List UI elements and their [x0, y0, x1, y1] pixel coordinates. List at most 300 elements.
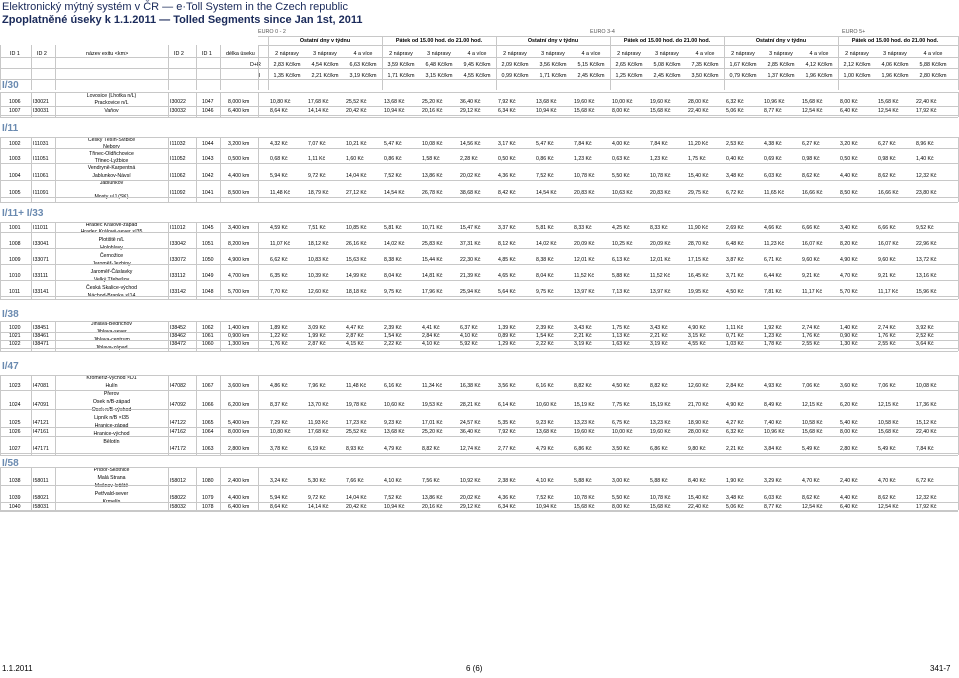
axle-header: 4 a více	[923, 51, 943, 57]
grid-line	[724, 36, 725, 90]
toll-value: 0,98 Kč	[802, 156, 820, 162]
toll-value: 11,17 Kč	[878, 289, 899, 295]
toll-value: 10,21 Kč	[346, 141, 367, 147]
toll-value: 15,68 Kč	[878, 99, 899, 105]
grid-line	[0, 409, 958, 410]
rate-i: 3,15 Kč/km	[425, 73, 453, 79]
day-group-label: Ostatní dny v týdnu	[299, 38, 351, 44]
segment-id2-back: I33072	[170, 257, 186, 263]
segment-id2: I58021	[33, 495, 49, 501]
grid-line	[0, 92, 1, 117]
toll-value: 8,38 Kč	[536, 257, 554, 263]
rate-i: 4,55 Kč/km	[463, 73, 491, 79]
toll-value: 8,00 Kč	[612, 504, 630, 510]
euro-class-label: EURO 3-4	[590, 29, 615, 35]
grid-line	[0, 68, 958, 69]
toll-value: 11,48 Kč	[270, 190, 291, 196]
axle-header: 3 nápravy	[769, 51, 793, 57]
toll-value: 7,52 Kč	[536, 173, 554, 179]
axle-header: 3 nápravy	[541, 51, 565, 57]
toll-value: 13,72 Kč	[916, 257, 937, 263]
exit-name: Osek n/B-východ	[91, 407, 132, 413]
toll-value: 2,84 Kč	[422, 333, 440, 339]
toll-value: 1,30 Kč	[840, 341, 858, 347]
toll-value: 20,16 Kč	[422, 108, 443, 114]
toll-value: 15,40 Kč	[688, 495, 709, 501]
toll-value: 10,25 Kč	[612, 241, 633, 247]
grid-line	[0, 375, 1, 455]
grid-line	[31, 375, 32, 455]
toll-value: 16,66 Kč	[878, 190, 899, 196]
grid-line	[0, 467, 958, 468]
segment-length: 5,700 km	[228, 289, 250, 295]
segment-id2-back: I33142	[170, 289, 186, 295]
toll-value: 9,23 Kč	[536, 420, 554, 426]
grid-line	[0, 222, 958, 223]
toll-value: 4,40 Kč	[840, 495, 858, 501]
toll-value: 9,72 Kč	[308, 173, 326, 179]
toll-value: 4,36 Kč	[498, 495, 516, 501]
toll-value: 1,76 Kč	[802, 333, 820, 339]
toll-value: 19,60 Kč	[650, 99, 671, 105]
segment-id2-back: I47082	[170, 383, 186, 389]
rate-dr: 2,83 Kč/km	[273, 62, 301, 68]
segment-id2-back: I38462	[170, 333, 186, 339]
segment-id1: 1039	[9, 495, 21, 501]
toll-value: 15,96 Kč	[916, 289, 937, 295]
grid-line	[0, 106, 958, 107]
toll-value: 15,19 Kč	[574, 402, 595, 408]
toll-value: 9,72 Kč	[308, 495, 326, 501]
toll-value: 1,23 Kč	[574, 156, 592, 162]
toll-value: 20,16 Kč	[422, 504, 443, 510]
toll-value: 10,58 Kč	[878, 420, 899, 426]
toll-value: 4,36 Kč	[498, 173, 516, 179]
toll-value: 3,19 Kč	[650, 341, 668, 347]
toll-value: 8,40 Kč	[688, 478, 706, 484]
grid-line	[0, 148, 958, 149]
toll-value: 10,94 Kč	[384, 504, 405, 510]
toll-value: 10,78 Kč	[650, 495, 671, 501]
rate-dr: 2,85 Kč/km	[767, 62, 795, 68]
rate-dr: 7,35 Kč/km	[691, 62, 719, 68]
toll-value: 11,23 Kč	[764, 241, 785, 247]
toll-value: 36,40 Kč	[460, 99, 481, 105]
toll-value: 1,11 Kč	[308, 156, 326, 162]
grid-line	[168, 467, 169, 510]
grid-line	[258, 92, 259, 117]
toll-value: 4,47 Kč	[346, 325, 364, 331]
toll-value: 6,14 Kč	[498, 402, 516, 408]
toll-value: 4,70 Kč	[840, 273, 858, 279]
toll-value: 1,54 Kč	[384, 333, 402, 339]
day-group-label: Pátek od 15.00 hod. do 21.00 hod.	[623, 38, 711, 44]
axle-header: 3 nápravy	[883, 51, 907, 57]
toll-value: 0,90 Kč	[840, 333, 858, 339]
toll-value: 22,40 Kč	[688, 504, 709, 510]
toll-value: 11,17 Kč	[802, 289, 823, 295]
toll-value: 2,53 Kč	[726, 141, 744, 147]
rate-i: 1,96 Kč/km	[805, 73, 833, 79]
toll-value: 4,93 Kč	[764, 383, 782, 389]
toll-value: 1,23 Kč	[650, 156, 668, 162]
toll-value: 4,15 Kč	[346, 341, 364, 347]
toll-value: 6,34 Kč	[498, 108, 516, 114]
segment-id1-back: 1043	[202, 156, 214, 162]
toll-value: 12,15 Kč	[878, 402, 899, 408]
grid-line	[0, 202, 958, 203]
col-header-id1: ID 1	[10, 51, 20, 57]
grid-line	[55, 222, 56, 299]
toll-value: 8,04 Kč	[384, 273, 402, 279]
toll-value: 6,03 Kč	[764, 173, 782, 179]
toll-value: 8,93 Kč	[346, 446, 364, 452]
toll-value: 8,82 Kč	[650, 383, 668, 389]
segment-id2-back: I58032	[170, 504, 186, 510]
toll-value: 15,68 Kč	[650, 108, 671, 114]
rate-dr: 4,06 Kč/km	[881, 62, 909, 68]
toll-value: 12,74 Kč	[460, 446, 481, 452]
toll-value: 5,06 Kč	[726, 504, 744, 510]
toll-value: 4,50 Kč	[726, 289, 744, 295]
segment-id1: 1010	[9, 273, 21, 279]
segment-id1: 1003	[9, 156, 21, 162]
grid-line	[258, 321, 259, 351]
segment-id2: I11091	[33, 190, 49, 196]
toll-value: 11,90 Kč	[688, 225, 709, 231]
toll-value: 18,79 Kč	[308, 190, 329, 196]
segment-id1-back: 1041	[202, 190, 214, 196]
toll-value: 8,82 Kč	[422, 446, 440, 452]
day-group-label: Ostatní dny v týdnu	[527, 38, 579, 44]
segment-length: 4,400 km	[228, 495, 250, 501]
toll-value: 0,50 Kč	[840, 156, 858, 162]
toll-value: 6,32 Kč	[726, 99, 744, 105]
toll-value: 2,22 Kč	[536, 341, 554, 347]
toll-value: 2,87 Kč	[308, 341, 326, 347]
grid-line	[268, 36, 269, 90]
toll-value: 10,08 Kč	[422, 141, 443, 147]
grid-line	[0, 197, 958, 198]
toll-value: 10,58 Kč	[802, 420, 823, 426]
grid-line	[31, 467, 32, 510]
toll-value: 27,12 Kč	[346, 190, 367, 196]
segment-id1-back: 1045	[202, 225, 214, 231]
grid-line	[196, 375, 197, 455]
segment-id1: 1022	[9, 341, 21, 347]
segment-length: 8,000 km	[228, 429, 250, 435]
axle-header: 2 nápravy	[389, 51, 413, 57]
toll-value: 3,00 Kč	[612, 478, 630, 484]
toll-value: 25,83 Kč	[422, 241, 443, 247]
toll-value: 1,22 Kč	[270, 333, 288, 339]
segment-length: 2,400 km	[228, 478, 250, 484]
segment-length: 4,400 km	[228, 173, 250, 179]
toll-value: 2,84 Kč	[726, 383, 744, 389]
toll-value: 6,48 Kč	[726, 241, 744, 247]
toll-value: 5,35 Kč	[498, 420, 516, 426]
segment-id1-back: 1064	[202, 429, 214, 435]
toll-value: 13,23 Kč	[574, 420, 595, 426]
grid-line	[838, 36, 839, 90]
toll-value: 5,50 Kč	[612, 173, 630, 179]
toll-value: 4,10 Kč	[536, 478, 554, 484]
toll-value: 10,08 Kč	[916, 383, 937, 389]
segment-id1: 1023	[9, 383, 21, 389]
grid-line	[168, 375, 169, 455]
exit-name: Mošnov-letiště	[94, 483, 129, 489]
toll-value: 20,42 Kč	[346, 108, 367, 114]
toll-value: 4,90 Kč	[726, 402, 744, 408]
grid-line	[31, 137, 32, 202]
toll-value: 17,68 Kč	[308, 99, 329, 105]
toll-value: 14,14 Kč	[308, 504, 329, 510]
toll-value: 7,13 Kč	[612, 289, 630, 295]
segment-id2-back: I47122	[170, 420, 186, 426]
toll-value: 15,68 Kč	[650, 504, 671, 510]
exit-name: Jihlava-sever	[96, 329, 127, 335]
exit-name: Jaroměř-Čáslavky	[90, 269, 133, 275]
toll-value: 0,63 Kč	[612, 156, 630, 162]
exit-name: Vaňov	[104, 108, 119, 114]
toll-value: 14,02 Kč	[384, 241, 405, 247]
exit-name: Třinec-Oldřichovice	[89, 151, 134, 157]
toll-value: 14,54 Kč	[384, 190, 405, 196]
rate-i: 3,50 Kč/km	[691, 73, 719, 79]
segment-id2: I11061	[33, 173, 49, 179]
grid-line	[0, 248, 958, 249]
segment-id2: I30031	[33, 108, 49, 114]
toll-value: 14,54 Kč	[536, 190, 557, 196]
segment-id1: 1020	[9, 325, 21, 331]
segment-id2: I38461	[33, 333, 49, 339]
rate-dr: 2,65 Kč/km	[615, 62, 643, 68]
grid-line	[168, 222, 169, 299]
segment-id1-back: 1044	[202, 141, 214, 147]
grid-line	[0, 137, 1, 202]
toll-value: 5,94 Kč	[270, 495, 288, 501]
toll-value: 6,27 Kč	[878, 141, 896, 147]
exit-name: Mosty u/J (SK)	[94, 194, 129, 200]
toll-value: 10,80 Kč	[270, 99, 291, 105]
segment-id2: I47171	[33, 446, 49, 452]
grid-line	[0, 455, 958, 456]
grid-line	[0, 375, 958, 376]
toll-value: 4,70 Kč	[878, 478, 896, 484]
grid-line	[55, 137, 56, 202]
toll-value: 8,64 Kč	[270, 108, 288, 114]
segment-id2: I11051	[33, 156, 49, 162]
col-header-id2b: ID 2	[174, 51, 184, 57]
rate-dr: 6,48 Kč/km	[425, 62, 453, 68]
toll-value: 1,40 Kč	[916, 156, 934, 162]
toll-value: 1,60 Kč	[346, 156, 364, 162]
toll-value: 15,68 Kč	[802, 429, 823, 435]
segment-id1-back: 1050	[202, 257, 214, 263]
grid-line	[55, 321, 56, 351]
segment-length: 1,300 km	[228, 341, 250, 347]
toll-value: 1,29 Kč	[498, 341, 516, 347]
toll-value: 3,78 Kč	[270, 446, 288, 452]
grid-line	[168, 92, 169, 117]
toll-value: 10,94 Kč	[536, 108, 557, 114]
rate-i: 2,80 Kč/km	[919, 73, 947, 79]
toll-value: 0,89 Kč	[498, 333, 516, 339]
grid-line	[0, 321, 958, 322]
toll-value: 6,34 Kč	[498, 504, 516, 510]
grid-line	[196, 467, 197, 510]
toll-value: 8,96 Kč	[916, 141, 934, 147]
segment-id2-back: I11052	[170, 156, 186, 162]
toll-value: 24,57 Kč	[460, 420, 481, 426]
toll-value: 19,60 Kč	[650, 429, 671, 435]
toll-value: 3,50 Kč	[612, 446, 630, 452]
section-label: I/11+ I/33	[2, 208, 44, 219]
grid-line	[258, 45, 259, 90]
toll-value: 3,48 Kč	[726, 173, 744, 179]
toll-value: 11,20 Kč	[688, 141, 709, 147]
toll-value: 20,02 Kč	[460, 495, 481, 501]
rate-i: 1,00 Kč/km	[843, 73, 871, 79]
toll-value: 20,83 Kč	[650, 190, 671, 196]
toll-value: 2,21 Kč	[650, 333, 668, 339]
toll-value: 15,68 Kč	[574, 504, 595, 510]
toll-value: 6,37 Kč	[460, 325, 478, 331]
rate-dr: 5,15 Kč/km	[577, 62, 605, 68]
axle-header: 3 nápravy	[655, 51, 679, 57]
toll-value: 8,62 Kč	[802, 173, 820, 179]
toll-value: 22,40 Kč	[916, 99, 937, 105]
segment-id1-back: 1062	[202, 325, 214, 331]
segment-id1: 1011	[9, 289, 21, 295]
toll-value: 21,70 Kč	[688, 402, 709, 408]
toll-value: 6,03 Kč	[764, 495, 782, 501]
grid-line	[0, 92, 958, 93]
grid-line	[168, 45, 169, 90]
section-label: I/47	[2, 361, 19, 372]
toll-value: 13,68 Kč	[536, 99, 557, 105]
toll-value: 10,00 Kč	[612, 99, 633, 105]
toll-value: 1,78 Kč	[764, 341, 782, 347]
toll-value: 5,88 Kč	[650, 478, 668, 484]
toll-value: 8,20 Kč	[840, 241, 858, 247]
toll-value: 6,62 Kč	[270, 257, 288, 263]
toll-value: 2,80 Kč	[840, 446, 858, 452]
toll-value: 17,92 Kč	[916, 504, 937, 510]
rate-i: 1,35 Kč/km	[273, 73, 301, 79]
grid-line	[0, 296, 958, 297]
segment-length: 8,200 km	[228, 241, 250, 247]
toll-value: 13,23 Kč	[650, 420, 671, 426]
toll-value: 3,56 Kč	[498, 383, 516, 389]
segment-id1: 1005	[9, 190, 21, 196]
toll-value: 7,52 Kč	[384, 173, 402, 179]
segment-id1-back: 1066	[202, 402, 214, 408]
segment-length: 6,400 km	[228, 504, 250, 510]
toll-value: 19,78 Kč	[346, 402, 367, 408]
exit-name: Ceský Těšín-Svibice	[87, 137, 136, 143]
segment-id2: I30021	[33, 99, 49, 105]
toll-value: 3,84 Kč	[764, 446, 782, 452]
toll-value: 16,07 Kč	[802, 241, 823, 247]
exit-name: Příbor-Skotnice	[93, 467, 130, 473]
toll-value: 9,60 Kč	[878, 257, 896, 263]
grid-line	[0, 222, 1, 299]
toll-value: 7,84 Kč	[574, 141, 592, 147]
toll-value: 9,75 Kč	[536, 289, 554, 295]
toll-value: 4,25 Kč	[612, 225, 630, 231]
toll-value: 7,56 Kč	[422, 478, 440, 484]
col-header-id2: ID 2	[37, 51, 47, 57]
grid-line	[196, 137, 197, 202]
rate-dr: 5,88 Kč/km	[919, 62, 947, 68]
toll-value: 16,07 Kč	[878, 241, 899, 247]
toll-value: 5,30 Kč	[308, 478, 326, 484]
toll-value: 1,58 Kč	[422, 156, 440, 162]
toll-value: 11,48 Kč	[346, 383, 367, 389]
segment-length: 5,400 km	[228, 420, 250, 426]
footer-code: 341-7	[930, 664, 951, 673]
footer-date: 1.1.2011	[2, 664, 33, 673]
toll-value: 15,68 Kč	[878, 429, 899, 435]
toll-value: 22,40 Kč	[916, 429, 937, 435]
grid-line	[196, 222, 197, 299]
toll-value: 1,92 Kč	[764, 325, 782, 331]
toll-value: 2,55 Kč	[878, 341, 896, 347]
segment-id1-back: 1078	[202, 504, 214, 510]
grid-line	[0, 137, 958, 138]
toll-value: 28,00 Kč	[688, 429, 709, 435]
exit-name: Třinec-Lyžbice	[94, 158, 129, 164]
rate-dr: 6,63 Kč/km	[349, 62, 377, 68]
grid-line	[0, 390, 958, 391]
toll-value: 7,06 Kč	[878, 383, 896, 389]
rate-label-dr: D+R	[250, 62, 261, 68]
toll-value: 4,50 Kč	[612, 383, 630, 389]
segment-id1-back: 1065	[202, 420, 214, 426]
grid-line	[0, 180, 958, 181]
segment-id1: 1040	[9, 504, 21, 510]
segment-id2: I47121	[33, 420, 49, 426]
toll-value: 12,54 Kč	[878, 504, 899, 510]
segment-length: 1,400 km	[228, 325, 250, 331]
toll-value: 13,70 Kč	[308, 402, 329, 408]
toll-value: 11,65 Kč	[764, 190, 785, 196]
toll-value: 12,54 Kč	[878, 108, 899, 114]
exit-name: Bělotín	[103, 439, 120, 445]
toll-value: 7,51 Kč	[308, 225, 326, 231]
segment-length: 4,900 km	[228, 257, 250, 263]
toll-value: 6,16 Kč	[384, 383, 402, 389]
toll-value: 12,01 Kč	[650, 257, 671, 263]
toll-value: 10,85 Kč	[346, 225, 367, 231]
rate-dr: 5,08 Kč/km	[653, 62, 681, 68]
segment-id2-back: I11092	[170, 190, 186, 196]
toll-value: 7,52 Kč	[384, 495, 402, 501]
toll-value: 5,94 Kč	[270, 173, 288, 179]
rate-dr: 1,67 Kč/km	[729, 62, 757, 68]
segment-id1-back: 1080	[202, 478, 214, 484]
toll-value: 0,86 Kč	[384, 156, 402, 162]
toll-value: 5,49 Kč	[802, 446, 820, 452]
exit-name: Jablunkov	[99, 180, 124, 186]
toll-value: 11,52 Kč	[574, 273, 595, 279]
toll-value: 10,60 Kč	[536, 402, 557, 408]
toll-value: 3,15 Kč	[688, 333, 706, 339]
grid-line	[168, 321, 169, 351]
toll-value: 3,40 Kč	[840, 225, 858, 231]
rate-i: 1,71 Kč/km	[539, 73, 567, 79]
